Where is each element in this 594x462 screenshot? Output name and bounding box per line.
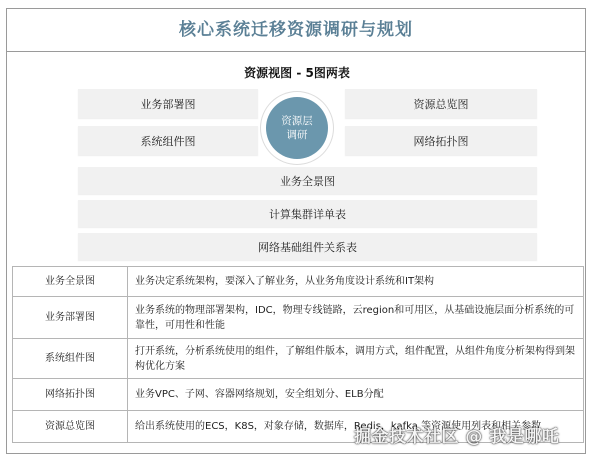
row-name: 业务全景图 (13, 267, 128, 297)
row-name: 资源总览图 (13, 411, 128, 443)
table-row (13, 297, 584, 339)
view-box-resource-overview: 资源总览图 (345, 89, 537, 118)
table-row (13, 267, 584, 297)
view-box-system-component: 系统组件图 (78, 126, 258, 155)
center-node (266, 97, 328, 159)
view-box-business-deployment: 业务部署图 (78, 89, 258, 118)
center-node-label: 资源层调研 (281, 115, 313, 141)
page-title: 核心系统迁移资源调研与规划 (179, 20, 413, 40)
row-description: 打开系统，分析系统使用的组件，了解组件版本，调用方式，组件配置，从组件角度分析架构得到架构优化方案 (128, 339, 584, 379)
view-box-compute-cluster-table: 计算集群详单表 (78, 200, 537, 227)
view-box-network-topology: 网络拓扑图 (345, 126, 537, 155)
view-box-network-component-table: 网络基础组件关系表 (78, 233, 537, 260)
watermark: 掘金技术社区 @ 我是哪吒 (354, 427, 560, 447)
view-box-business-panorama: 业务全景图 (78, 167, 537, 194)
table-row (13, 379, 584, 411)
diagram-subtitle: 资源视图 - 5图两表 (244, 66, 350, 80)
row-description: 业务VPC、子网、容器网络规划，安全组划分、ELB分配 (128, 379, 584, 411)
title-divider (6, 51, 586, 52)
table-row (13, 339, 584, 379)
row-name: 网络拓扑图 (13, 379, 128, 411)
row-name: 业务部署图 (13, 297, 128, 339)
row-description: 给出系统使用的ECS，K8S，对象存储，数据库，Redis，kafka 等资源使用列表和相关参数 (128, 411, 584, 443)
row-description: 业务决定系统架构，要深入了解业务，从业务角度设计系统和IT架构 (128, 267, 584, 297)
description-table (12, 266, 584, 443)
row-description: 业务系统的物理部署架构，IDC，物理专线链路，云region和可用区，从基础设施层面分析系统的可靠性，可用性和性能 (128, 297, 584, 339)
row-name: 系统组件图 (13, 339, 128, 379)
